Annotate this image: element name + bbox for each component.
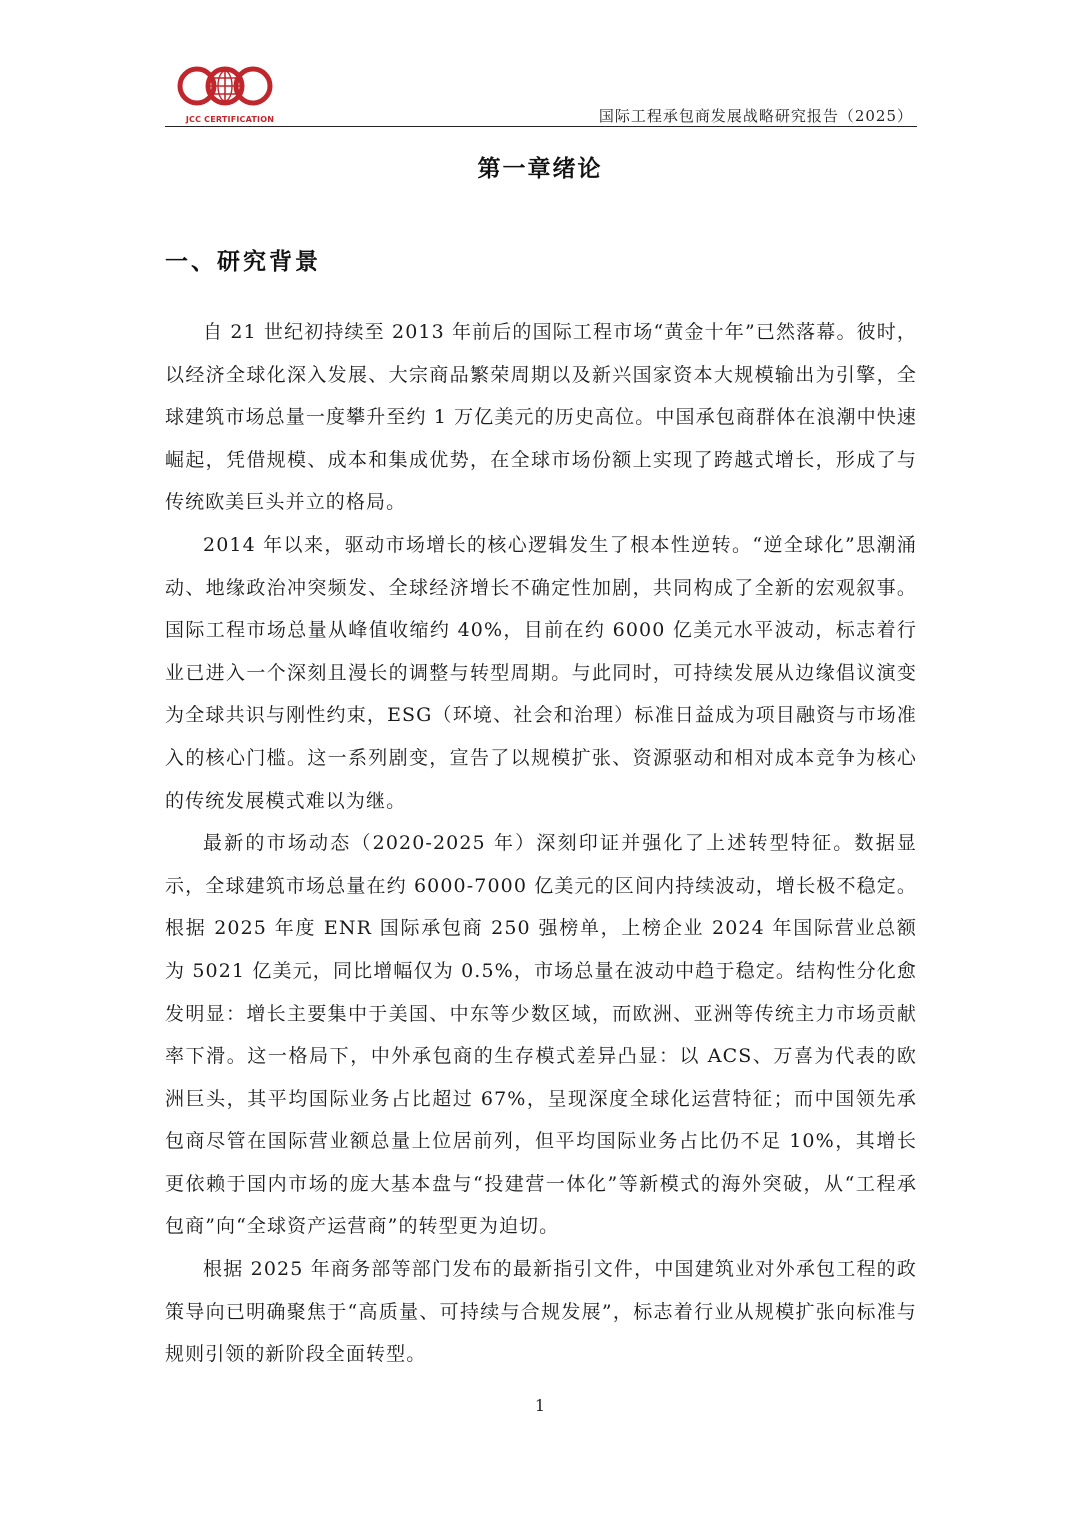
jcc-logo bbox=[175, 64, 275, 124]
logo-text: JCC CERTIFICATION bbox=[185, 115, 275, 124]
section-title: 一、研究背景 bbox=[165, 248, 321, 275]
jcc-logo-icon bbox=[175, 64, 275, 114]
page-header bbox=[165, 58, 917, 128]
header-divider bbox=[165, 126, 917, 127]
report-title: 国际工程承包商发展战略研究报告（2025） bbox=[598, 107, 913, 125]
page-number: 1 bbox=[534, 1396, 546, 1415]
body-text bbox=[165, 311, 917, 1376]
paragraph-3: 最新的市场动态（2020-2025 年）深刻印证并强化了上述转型特征。数据显示，全球建筑市场总量在约 6000-7000 亿美元的区间内持续波动，增长极不稳定。根据 2025 年度 ENR 国际承包商 250 强榜单，上榜企业 2024 年国际营业总额为 5021 亿美元，同比增幅仅为 0.5%，市场总量在波动中趋于稳定。结构性分化愈发明显：增长主要集中于美国、中东等少数区域，而欧洲、亚洲等传统主力市场贡献率下滑。这一格局下，中外承包商的生存模式差异凸显：以 ACS、万喜为代表的欧洲巨头，其平均国际业务占比超过 67%，呈现深度全球化运营特征；而中国领先承包商尽管在国际营业额总量上位居前列，但平均国际业务占比仍不足 10%，其增长更依赖于国内市场的庞大基本盘与“投建营一体化”等新模式的海外突破，从“工程承包商”向“全球资产运营商”的转型更为迫切。 bbox=[165, 832, 917, 1238]
paragraph-2: 2014 年以来，驱动市场增长的核心逻辑发生了根本性逆转。“逆全球化”思潮涌动、地缘政治冲突频发、全球经济增长不确定性加剧，共同构成了全新的宏观叙事。国际工程市场总量从峰值收缩约 40%，目前在约 6000 亿美元水平波动，标志着行业已进入一个深刻且漫长的调整与转型周期。与此同时，可持续发展从边缘倡议演变为全球共识与刚性约束，ESG（环境、社会和治理）标准日益成为项目融资与市场准入的核心门槛。这一系列剧变，宣告了以规模扩张、资源驱动和相对成本竞争为核心的传统发展模式难以为继。 bbox=[165, 533, 917, 812]
paragraph-4: 根据 2025 年商务部等部门发布的最新指引文件，中国建筑业对外承包工程的政策导向已明确聚焦于“高质量、可持续与合规发展”，标志着行业从规模扩张向标准与规则引领的新阶段全面转型。 bbox=[165, 1258, 917, 1366]
paragraph-1: 自 21 世纪初持续至 2013 年前后的国际工程市场“黄金十年”已然落幕。彼时，以经济全球化深入发展、大宗商品繁荣周期以及新兴国家资本大规模输出为引擎，全球建筑市场总量一度攀升至约 1 万亿美元的历史高位。中国承包商群体在浪潮中快速崛起，凭借规模、成本和集成优势，在全球市场份额上实现了跨越式增长，形成了与传统欧美巨头并立的格局。 bbox=[165, 321, 917, 514]
chapter-title: 第一章绪论 bbox=[477, 155, 603, 182]
